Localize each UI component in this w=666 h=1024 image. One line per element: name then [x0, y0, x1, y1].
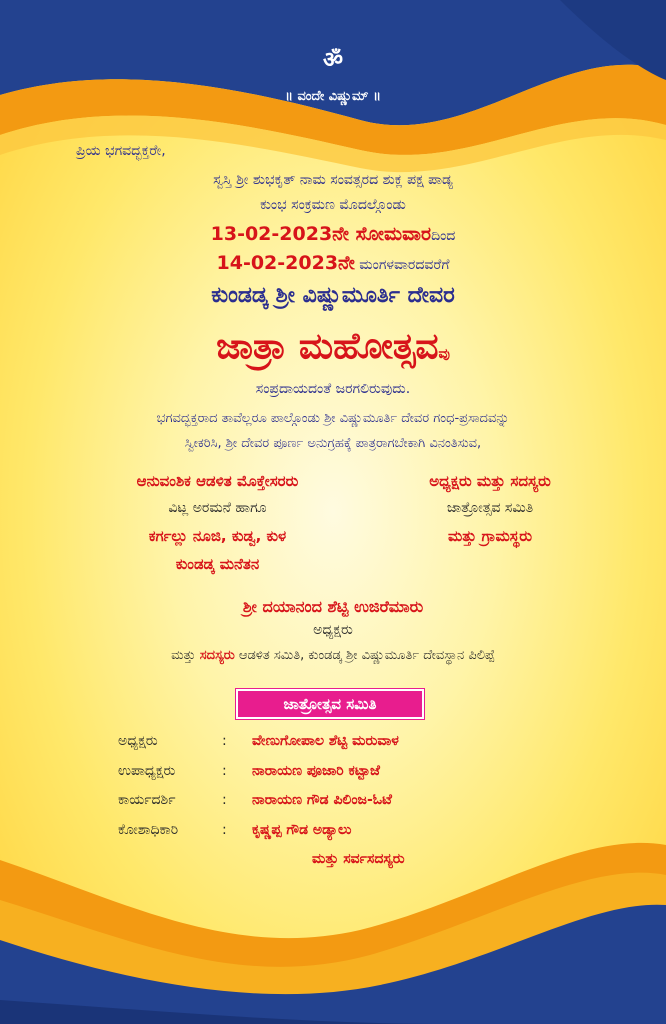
intro-line-1: ಸ್ವಸ್ತಿ ಶ್ರೀ ಶುಭಕೃತ್ ನಾಮ ಸಂವತ್ಸರದ ಶುಕ್ಲ ಪಕ್ಷ ಪಾಡ್ಯ	[213, 172, 453, 188]
right-line-2: ಮತ್ತು ಗ್ರಾಮಸ್ಥರು	[447, 527, 532, 545]
committee-sep: :	[222, 792, 227, 808]
committee-sep: :	[222, 733, 227, 749]
festival-title	[0, 326, 666, 368]
invite-para-2: ಸ್ವೀಕರಿಸಿ, ಶ್ರೀ ದೇವರ ಪೂರ್ಣ ಅನುಗ್ರಹಕ್ಕೆ ಪಾತ್ರರಾಗಬೇಕಾಗಿ ವಿನಂತಿಸುವ,	[184, 436, 482, 451]
committee-role: ಕೋಶಾಧಿಕಾರಿ	[118, 822, 179, 838]
admin-line-rest: ಆಡಳಿತ ಸಮಿತಿ, ಕುಂಡಡ್ಕ ಶ್ರೀ ವಿಷ್ಣುಮೂರ್ತಿ ದೇವಸ್ಥಾನ ಪಿಲಿಪ್ಪೆ	[234, 648, 495, 663]
admin-line-members: ಸದಸ್ಯರು	[199, 648, 235, 663]
committee-closing: ಮತ್ತು ಸರ್ವಸದಸ್ಯರು	[312, 851, 405, 867]
president-members-title: ಅಧ್ಯಕ್ಷರು ಮತ್ತು ಸದಸ್ಯರು	[429, 472, 551, 490]
end-date: 14-02-2023ನೇ	[216, 252, 355, 274]
right-line-1: ಜಾತ್ರೋತ್ಸವ ಸಮಿತಿ	[446, 500, 534, 516]
committee-sep: :	[222, 822, 227, 838]
vande-vishnum-text: ॥ ವಂದೇ ವಿಷ್ಣುಮ್ ॥	[285, 89, 381, 104]
committee-badge-label: ಜಾತ್ರೋತ್ಸವ ಸಮಿತಿ	[283, 695, 377, 713]
festival-title-main: ಜಾತ್ರಾ ಮಹೋತ್ಸವ	[216, 326, 439, 367]
left-line-3: ಕುಂಡಡ್ಕ ಮನೆತನ	[175, 555, 260, 573]
invite-para-1: ಭಗವದ್ಭಕ್ತರಾದ ತಾವೆಲ್ಲರೂ ಪಾಲ್ಗೊಂಡು ಶ್ರೀ ವಿಷ್ಣುಮೂರ್ತಿ ದೇವರ ಗಂಧ-ಪ್ರಸಾದವನ್ನು	[156, 411, 510, 426]
admin-committee-line	[0, 648, 666, 663]
left-line-1: ವಿಟ್ಲ ಅರಮನೆ ಹಾಗೂ	[168, 500, 267, 516]
ritual-line: ಸಂಪ್ರದಾಯದಂತೆ ಜರಗಲಿರುವುದು.	[255, 381, 411, 397]
end-date-line	[0, 252, 666, 274]
committee-role: ಉಪಾಧ್ಯಕ್ಷರು	[118, 763, 176, 779]
festival-title-suffix: ವು	[438, 346, 450, 362]
committee-name: ಕೃಷ್ಣಪ್ಪ ಗೌಡ ಅಡ್ಯಾಲು	[252, 822, 352, 838]
om-symbol: ॐ	[322, 48, 344, 73]
committee-badge	[236, 689, 424, 719]
admin-line-prefix: ಮತ್ತು	[171, 648, 200, 663]
intro-line-2: ಕುಂಭ ಸಂಕ್ರಮಣ ಮೊದಲ್ಗೊಂಡು	[260, 197, 406, 213]
salutation: ಪ್ರಿಯ ಭಗವದ್ಭಕ್ತರೇ,	[76, 143, 166, 159]
admin-president-name: ಶ್ರೀ ದಯಾನಂದ ಶೆಟ್ಟಿ ಉಜಿರೆಮಾರು	[242, 597, 424, 616]
end-date-day: ಮಂಗಳವಾರದವರೆಗೆ	[354, 257, 450, 273]
hereditary-trustees-title: ಆನುವಂಶಿಕ ಆಡಳಿತ ಮೊಕ್ತೇಸರರು	[136, 472, 299, 490]
start-date-suffix: ದಿಂದ	[431, 228, 456, 244]
start-date: 13-02-2023ನೇ ಸೋಮವಾರ	[210, 223, 432, 245]
committee-role: ಕಾರ್ಯದರ್ಶಿ	[118, 792, 176, 808]
start-date-line	[0, 223, 666, 245]
left-line-2: ಕರ್ಗಲ್ಲು ನೂಜಿ, ಕುಡ್ವ, ಕುಳ	[148, 527, 287, 545]
temple-name: ಕುಂಡಡ್ಕ ಶ್ರೀ ವಿಷ್ಣುಮೂರ್ತಿ ದೇವರ	[211, 283, 455, 308]
committee-name: ವೇಣುಗೋಪಾಲ ಶೆಟ್ಟಿ ಮರುವಾಳ	[252, 733, 399, 749]
committee-role: ಅಧ್ಯಕ್ಷರು	[118, 733, 158, 749]
committee-name: ನಾರಾಯಣ ಗೌಡ ಪಿಲಿಂಜ-ಓಟೆ	[252, 792, 392, 808]
admin-role: ಅಧ್ಯಕ್ಷರು	[313, 622, 353, 638]
committee-sep: :	[222, 763, 227, 779]
committee-name: ನಾರಾಯಣ ಪೂಜಾರಿ ಕಟ್ಟಾಜೆ	[252, 763, 380, 779]
